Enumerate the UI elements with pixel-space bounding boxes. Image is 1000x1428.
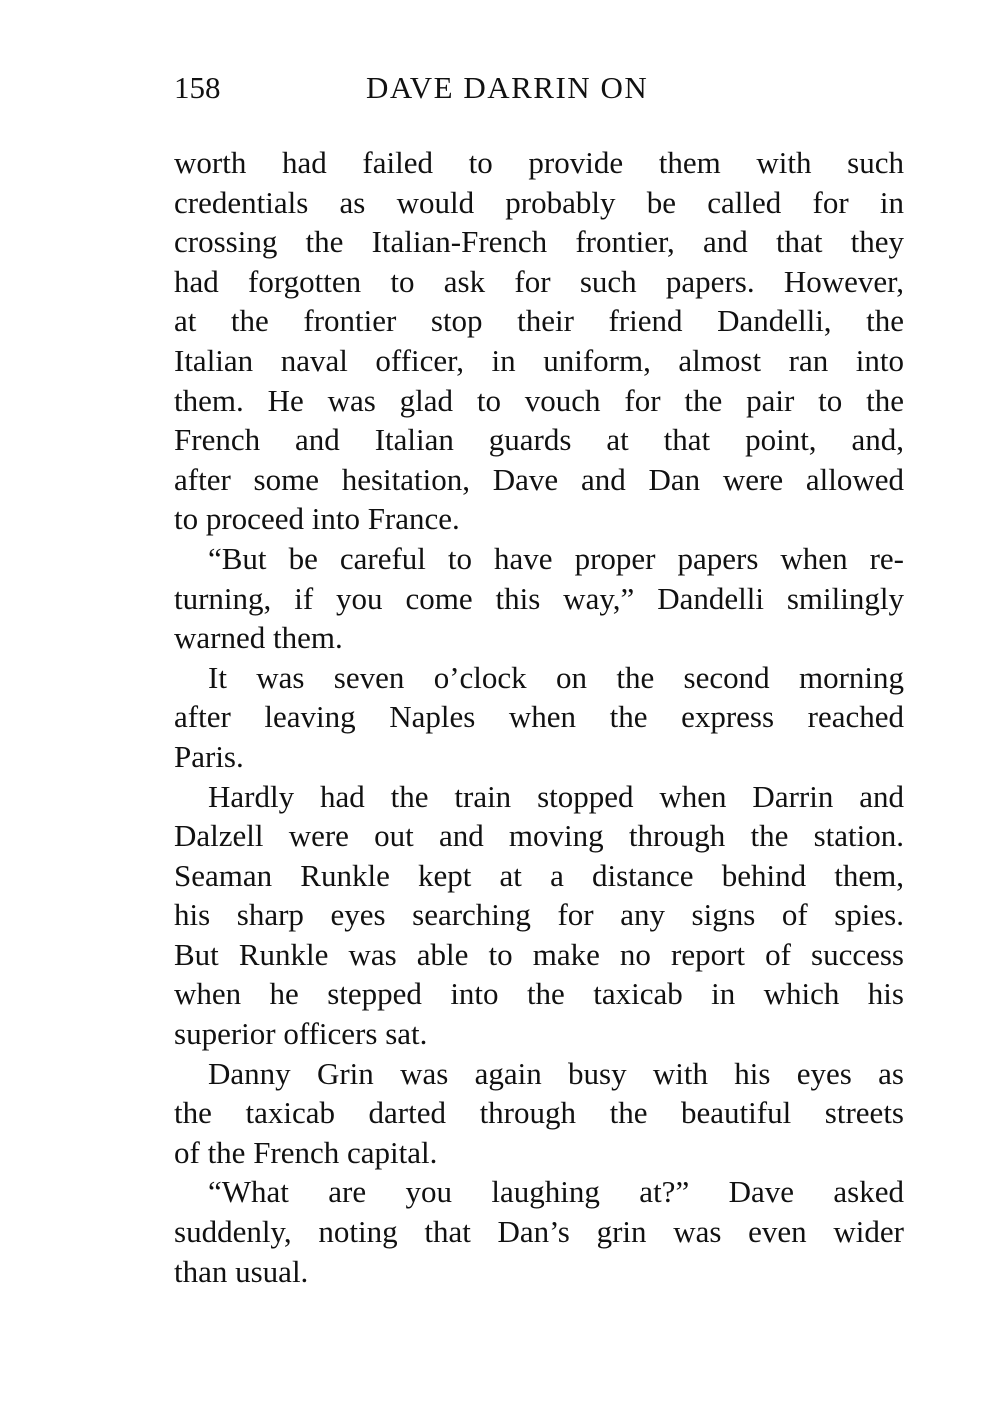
paragraph [174, 1172, 904, 1291]
body-text [174, 143, 904, 1291]
paragraph [174, 777, 904, 1054]
text-line: crossing the Italian-French frontier, and that they [174, 224, 904, 260]
text-line: than usual. [174, 1253, 309, 1289]
text-line: “But be careful to have proper papers when re- [208, 540, 904, 576]
page-number: 158 [174, 70, 221, 105]
text-line: “What are you laughing at?” Dave asked [208, 1174, 904, 1210]
text-line: credentials as would probably be called for in [174, 184, 904, 220]
text-line: French and Italian guards at that point, and, [174, 422, 904, 458]
text-line: Paris. [174, 738, 244, 774]
page-header [174, 66, 904, 110]
text-line: But Runkle was able to make no report of success [174, 936, 904, 972]
text-line: after some hesitation, Dave and Dan were allowed [174, 461, 904, 497]
text-line: his sharp eyes searching for any signs of spies. [174, 897, 904, 933]
paragraph [174, 143, 904, 539]
text-line: to proceed into France. [174, 501, 460, 537]
paragraph [174, 658, 904, 777]
text-line: superior officers sat. [174, 1016, 428, 1052]
text-line: It was seven o’clock on the second morning [208, 659, 904, 695]
text-line: Hardly had the train stopped when Darrin and [208, 778, 904, 814]
text-line: them. He was glad to vouch for the pair to the [174, 382, 904, 418]
text-line: turning, if you come this way,” Dandelli smilingly [174, 580, 904, 616]
text-line: after leaving Naples when the express reached [174, 699, 904, 735]
text-line: Italian naval officer, in uniform, almost ran into [174, 342, 904, 378]
text-line: the taxicab darted through the beautiful streets [174, 1095, 904, 1131]
text-line: at the frontier stop their friend Dandelli, the [174, 303, 904, 339]
text-line: Seaman Runkle kept at a distance behind them, [174, 857, 904, 893]
text-line: suddenly, noting that Dan’s grin was even wider [174, 1214, 904, 1250]
text-line: Dalzell were out and moving through the station. [174, 818, 904, 854]
text-line: had forgotten to ask for such papers. However, [174, 263, 904, 299]
running-head: DAVE DARRIN ON [366, 70, 649, 105]
text-line: of the French capital. [174, 1134, 438, 1170]
text-line: worth had failed to provide them with such [174, 145, 904, 180]
text-line: warned them. [174, 620, 343, 656]
text-line: Danny Grin was again busy with his eyes as [208, 1055, 904, 1091]
paragraph [174, 539, 904, 658]
text-line: when he stepped into the taxicab in which his [174, 976, 904, 1012]
paragraph [174, 1054, 904, 1173]
